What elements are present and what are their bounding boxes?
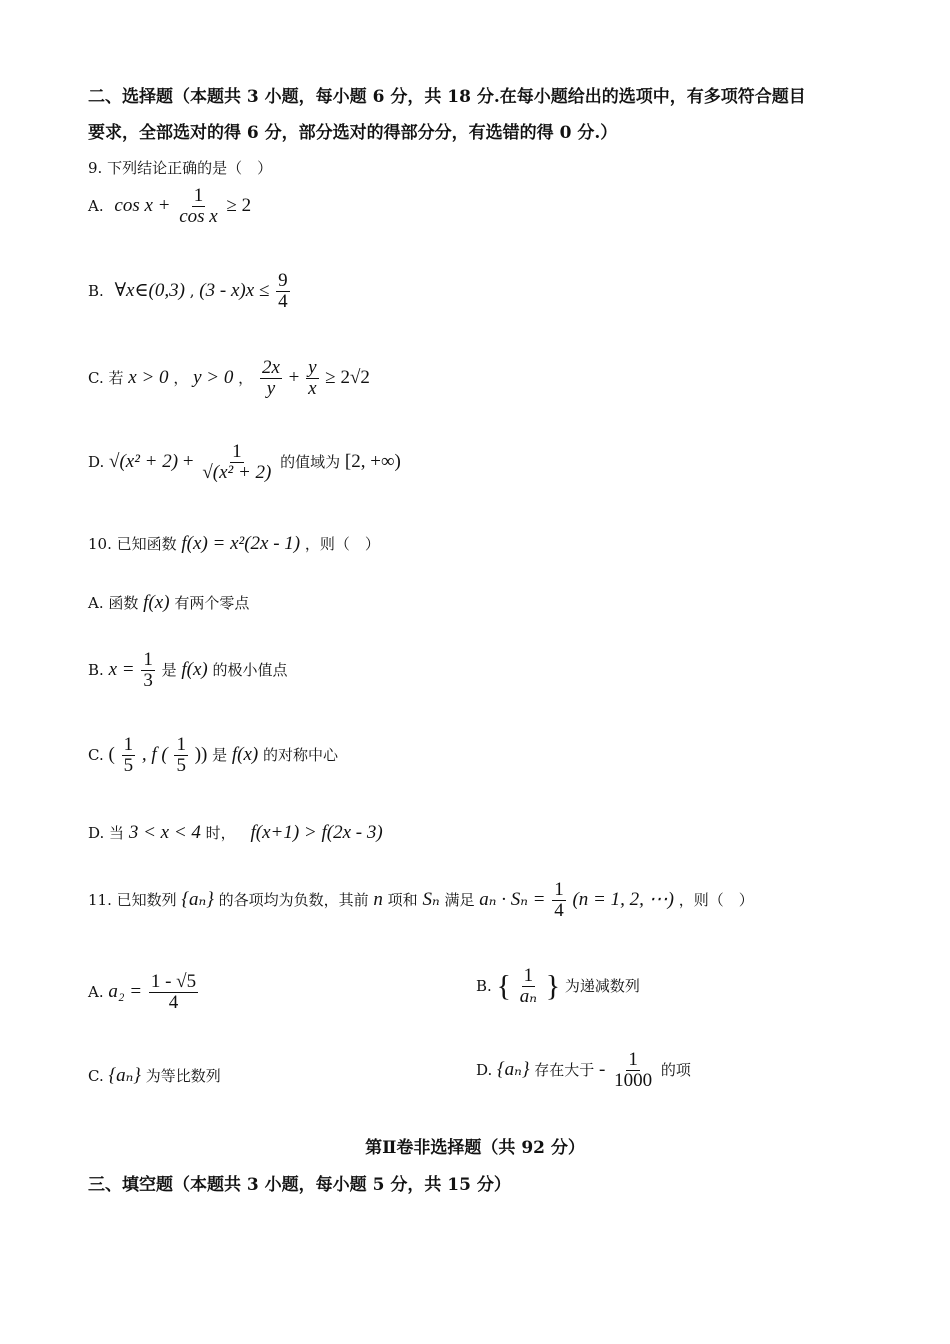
q11-option-b <box>476 966 640 1007</box>
q9-option-d <box>88 442 401 483</box>
expr-part: (3 - x)x ≤ <box>199 279 270 301</box>
math-expr <box>599 1049 661 1091</box>
math-cond: ∀x∈(0,3) <box>114 279 185 301</box>
operator: + <box>182 450 194 472</box>
option-text: 为等比数列 <box>145 1067 221 1085</box>
math-cond: 3 < x < 4 <box>128 822 201 843</box>
expr-part: √(x² + 2) <box>109 450 179 472</box>
math-expr <box>258 357 370 399</box>
math-range: [2, +∞) <box>344 450 401 472</box>
denominator: y <box>266 377 276 399</box>
math-expr <box>108 971 200 1013</box>
math-expr <box>108 649 162 691</box>
math-var: Sₙ <box>422 888 440 910</box>
stem-text: 满足 <box>444 890 475 909</box>
option-label: D. <box>88 452 105 471</box>
option-label: C. <box>88 745 104 764</box>
q10-option-a <box>88 592 249 614</box>
option-label: A. <box>88 196 104 215</box>
math-expr <box>109 441 280 483</box>
option-label: D. 当 <box>88 824 125 842</box>
math-seq: {aₙ} <box>497 1058 530 1080</box>
paren: ( <box>108 743 115 765</box>
stem-text: 项和 <box>387 890 418 909</box>
fraction <box>122 735 136 776</box>
section2-line2: 要求，全部选对的得 6 分，部分选对的得部分分，有选错的得 0 分.） <box>88 123 618 143</box>
math-cond: y > 0 <box>193 366 234 388</box>
denominator: 4 <box>168 991 179 1013</box>
fraction <box>612 1050 654 1091</box>
option-label: C. 若 <box>88 368 124 387</box>
q10-option-d <box>88 822 383 844</box>
expr-part: x = <box>108 658 135 680</box>
paren: )) <box>194 743 208 765</box>
fraction <box>552 880 566 921</box>
math-expr <box>114 185 252 227</box>
denominator: 4 <box>278 290 288 312</box>
option-text: 的极小值点 <box>212 660 288 679</box>
operator: - <box>599 1058 606 1080</box>
denominator: 1000 <box>614 1069 653 1091</box>
part2-title: 第Ⅱ卷非选择题（共 92 分） <box>365 1138 585 1158</box>
brace-left: { <box>496 969 511 1003</box>
denominator: 5 <box>123 754 134 776</box>
fraction <box>200 442 273 483</box>
fraction <box>141 650 155 691</box>
stem-text: 11. 已知数列 <box>88 890 177 909</box>
math-func: f(x) = x²(2x - 1) <box>181 533 301 554</box>
option-label: B. <box>88 660 104 679</box>
math-cond: x > 0 <box>128 366 169 388</box>
denominator: aₙ <box>519 985 537 1007</box>
fraction <box>518 966 539 1007</box>
option-label: B. <box>88 281 104 300</box>
expr-part: aₙ · Sₙ = <box>479 888 546 910</box>
expr-part: ≥ 2√2 <box>325 366 370 388</box>
math-seq: {aₙ} <box>108 1065 141 1086</box>
section3-title: 三、填空题（本题共 3 小题，每小题 5 分，共 15 分） <box>88 1175 511 1195</box>
q11-option-c <box>88 1064 221 1087</box>
denominator: x <box>308 377 317 399</box>
option-label: A. <box>88 982 104 1001</box>
operator: + <box>288 366 300 388</box>
option-text: 时， <box>205 824 236 842</box>
math-expr <box>496 965 565 1007</box>
expr-part: a₂ = <box>108 980 143 1002</box>
q9-option-a <box>88 186 251 227</box>
option-label: A. 函数 <box>88 594 139 612</box>
stem-text: 10. 已知函数 <box>88 535 177 553</box>
separator: , <box>189 281 195 300</box>
fraction <box>177 186 220 227</box>
fraction <box>149 972 198 1013</box>
fraction <box>260 358 282 399</box>
math-expr <box>199 270 291 312</box>
q11-option-d <box>476 1050 691 1091</box>
option-text: 是 <box>161 660 177 679</box>
math-func: f(x) <box>181 658 208 680</box>
numerator: 1 <box>554 879 564 900</box>
numerator: 1 <box>232 441 242 462</box>
expr-part: cos x + <box>114 194 171 216</box>
separator: ， <box>173 368 189 387</box>
option-text: 的值域为 <box>280 452 341 471</box>
expr-part: , f ( <box>141 743 168 765</box>
separator: ， <box>238 368 254 387</box>
numerator: 1 <box>193 185 204 206</box>
q9-option-b <box>88 271 292 312</box>
denominator: 4 <box>554 899 564 921</box>
section2-line1: 二、选择题（本题共 3 小题，每小题 6 分，共 18 分.在每小题给出的选项中，有多项符合题目 <box>88 87 806 107</box>
math-expr <box>108 734 213 776</box>
numerator: 1 <box>143 649 153 670</box>
fraction <box>276 271 290 312</box>
option-text: 是 <box>212 745 228 764</box>
stem-text: ，则（ ） <box>304 535 380 553</box>
stem-text: ，则（ ） <box>678 890 754 909</box>
q11-option-a <box>88 972 200 1013</box>
denominator: cos x <box>179 205 218 227</box>
math-seq: {aₙ} <box>181 888 214 910</box>
fraction <box>174 735 188 776</box>
q9-stem: 9. 下列结论正确的是（ ） <box>88 159 273 177</box>
option-label: D. <box>476 1060 493 1079</box>
brace-right: } <box>545 969 561 1003</box>
numerator: y <box>308 357 317 378</box>
numerator: 1 <box>176 734 186 755</box>
option-text: 为递减数列 <box>564 976 640 995</box>
numerator: 1 <box>123 734 134 755</box>
option-text: 存在大于 <box>534 1060 595 1079</box>
q11-stem <box>88 880 754 921</box>
q10-option-c <box>88 735 338 776</box>
numerator: 9 <box>278 270 288 291</box>
option-label: C. <box>88 1067 104 1085</box>
math-ineq: f(x+1) > f(2x - 3) <box>250 822 383 843</box>
expr-part: (n = 1, 2, ⋯) <box>572 888 674 910</box>
option-text: 的对称中心 <box>263 745 339 764</box>
math-func: f(x) <box>231 743 259 765</box>
denominator: √(x² + 2) <box>202 461 272 483</box>
denominator: 5 <box>176 754 186 776</box>
q10-stem <box>88 533 380 555</box>
numerator: 1 <box>523 965 534 986</box>
option-text: 的项 <box>660 1060 691 1079</box>
math-var: n <box>373 888 383 910</box>
math-func: f(x) <box>143 592 170 613</box>
numerator: 1 <box>628 1049 638 1070</box>
math-expr <box>479 879 678 921</box>
numerator: 2x <box>261 357 280 378</box>
q10-option-b <box>88 650 288 691</box>
stem-text: 的各项均为负数，其前 <box>218 890 369 909</box>
option-text: 有两个零点 <box>174 594 250 612</box>
numerator: 1 - √5 <box>150 971 197 992</box>
expr-part: ≥ 2 <box>226 194 252 216</box>
fraction <box>306 358 318 399</box>
option-label: B. <box>476 976 492 995</box>
denominator: 3 <box>143 669 153 691</box>
q9-option-c <box>88 358 370 399</box>
